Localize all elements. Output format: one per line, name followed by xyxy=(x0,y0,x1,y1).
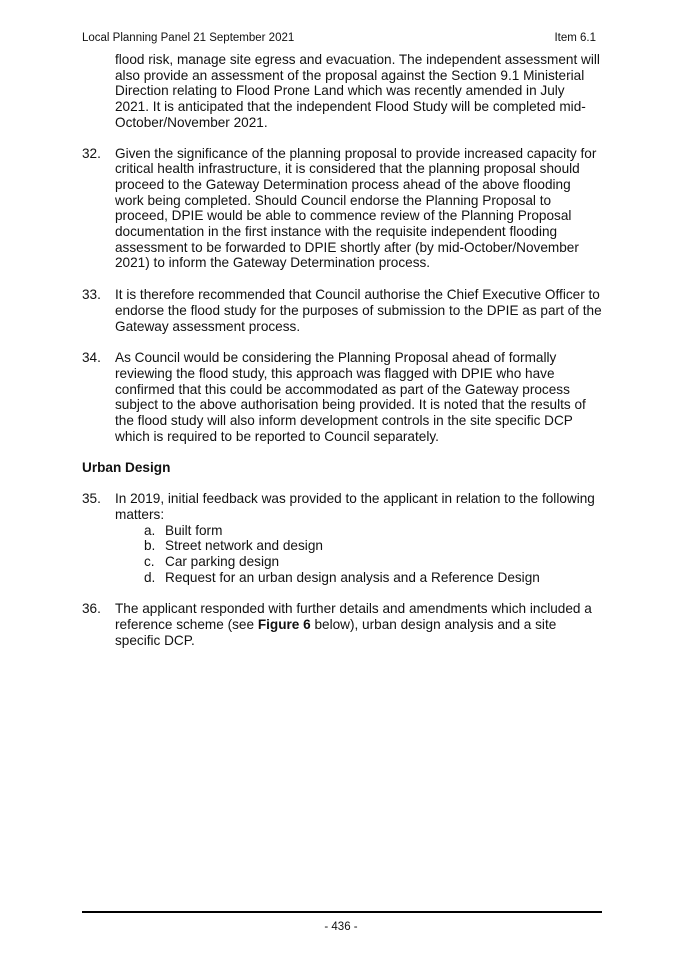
paragraph-number: 34. xyxy=(82,350,101,366)
header-meeting-title: Local Planning Panel 21 September 2021 xyxy=(82,32,295,44)
document-body xyxy=(82,52,602,649)
list-item-text: Request for an urban design analysis and a Reference Design xyxy=(165,569,540,585)
paragraph-36 xyxy=(82,601,602,648)
footer-divider xyxy=(82,911,602,913)
paragraph-text: In 2019, initial feedback was provided to the applicant in relation to the following matters: xyxy=(115,491,595,522)
list-item-letter: b. xyxy=(144,538,156,554)
list-item xyxy=(115,538,602,554)
list-item-letter: a. xyxy=(144,522,156,538)
figure-reference: Figure 6 xyxy=(257,617,311,633)
section-heading-urban-design: Urban Design xyxy=(82,460,171,476)
list-item-letter: d. xyxy=(144,569,156,585)
paragraph-35 xyxy=(82,491,602,585)
feedback-list xyxy=(115,523,602,586)
paragraph-number: 33. xyxy=(82,287,101,303)
continued-paragraph: flood risk, manage site egress and evacuation. The independent assessment will also provide an assessment of the proposal against the Section 9.1 Ministerial Direction relating to Flood Prone Land which was recently amended in July 2021. It is anticipated that the independent Flood Study will be completed mid-October/November 2021. xyxy=(115,52,600,130)
page-header xyxy=(82,31,596,45)
list-item-text: Street network and design xyxy=(165,538,323,554)
paragraph-number: 35. xyxy=(82,491,101,507)
list-item-text: Built form xyxy=(165,522,223,538)
paragraph-text: As Council would be considering the Planning Proposal ahead of formally reviewing the flood study, this approach was flagged with DPIE who have confirmed that this could be accommodated as part of the Gateway process subject to the above authorisation being provided. It is noted that the results of the flood study will also inform development controls in the site specific DCP which is required to be reported to Council separately. xyxy=(115,350,586,444)
paragraph-text xyxy=(115,601,602,648)
list-item xyxy=(115,554,602,570)
paragraph-text-start: The applicant responded with further details and amendments which included a reference scheme (see xyxy=(115,601,592,633)
paragraph-number: 36. xyxy=(82,601,101,617)
list-item-text: Car parking design xyxy=(165,553,280,569)
paragraph-33 xyxy=(82,287,602,334)
paragraph-text: It is therefore recommended that Council authorise the Chief Executive Officer to endorse the flood study for the purposes of submission to the DPIE as part of the Gateway assessment process. xyxy=(115,287,602,334)
paragraph-32 xyxy=(82,146,602,272)
header-item-number: Item 6.1 xyxy=(554,32,596,44)
paragraph-number: 32. xyxy=(82,145,101,161)
list-item-letter: c. xyxy=(144,553,155,569)
list-item xyxy=(115,570,602,586)
page-number: - 436 - xyxy=(324,921,358,933)
list-item xyxy=(115,523,602,539)
paragraph-text-end: below), urban design analysis and a site specific DCP. xyxy=(115,617,557,648)
paragraph-34 xyxy=(82,350,602,444)
paragraph-text: Given the significance of the planning proposal to provide increased capacity for critical health infrastructure, it is considered that the planning proposal should proceed to the Gateway Determination process ahead of the above flooding work being completed. Should Council endorse the Planning Proposal to proceed, DPIE would be able to commence review of the Planning Proposal documentation in the first instance with the requisite independent flooding assessment to be forwarded to DPIE shortly after (by mid-October/November 2021) to inform the Gateway Determination process. xyxy=(115,145,597,271)
